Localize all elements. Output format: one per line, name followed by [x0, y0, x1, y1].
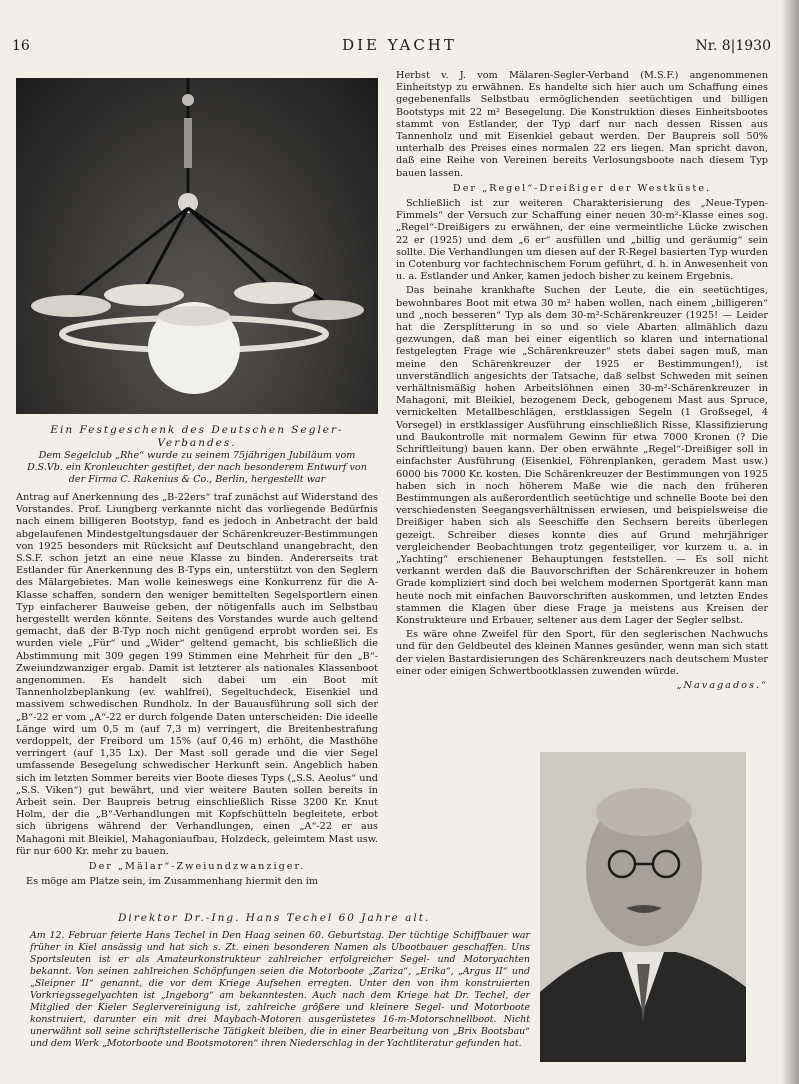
- left-paragraph-1: Antrag auf Anerkennung des „B-22ers“ traf zunächst auf Widerstand des Vorstandes. Prof. Liungberg verkannte nicht das vorliegende Bedürfnis nach einem billigeren Bootstyp, fand es jedoch in Anbetracht der bald abgelaufenen Mindestgeltungsdauer der Schärenkreuzer-Bestimmungen von 1925 besonders mit Rücksicht auf Deutschland unangebracht, den S.S.F. schon jetzt an eine neue Klasse zu binden. Andererseits trat Estlander für Anerkennung des B-Typs ein, unterstützt von den Seglern des Mälargebietes. Man wolle keineswegs eine Konkurrenz für die A-Klasse schaffen, sondern den weniger bemittelten Segelsportlern einen Typ einfacherer Bauweise geben, der nötigenfalls auch im Selbstbau hergestellt werden könnte. Seitens des Vorstandes wurde auch geltend gemacht, daß der B-Typ noch nicht genügend erprobt worden sei. Es wurden viele „Für“ und „Wider“ geltend gemacht, bis schließlich die Abstimmung mit 309 gegen 199 Stimmen eine Mehrheit für den „B“-Zweiundzwanziger ergab. Damit ist letzterer als nationales Klassenboot angenommen. Es handelt sich dabei um ein Boot mit Tannenholzbeplankung (ev. wahlfrei), Segeltuchdeck, Eisenkiel und massivem schwedischen Rundholz. In der Bauausführung soll sich der „B“-22 er vom „A“-22 er durch folgende Daten unterscheiden: Die ideelle Länge wird um 0,5 m (auf 7,3 m) verringert, die Breitenbestrafung verdoppelt, der Freibord um 15% (auf 0,46 m) erhöht, die Masthöhe verringert (auf 1,35 Lx). Der Mast soll gerade und die vier Segel umfassende Besegelung schwedischer Herkunft sein. Angeblich haben sich im letzten Sommer bereits vier Boote dieses Typs („S.S. Aeolus“ und „S.S. Viken“) gut bewährt, und vier weitere Bauten sollen bereits in Arbeit sein. Der Baupreis betrug einschließlich Risse 3200 Kr. Knut Holm, der die „B“-Verhandlungen mit Kopfschütteln begleitete, erbot sich übrigens während der Verhandlungen, einen „A“-22 er aus Mahagoni mit Bleikiel, Mahagoniaufbau, Holzdeck, geleimtem Mast usw. für nur 600 Kr. mehr zu bauen.: [16, 492, 378, 857]
- right-subheading: Der „Regel“-Dreißiger der Westküste.: [452, 182, 712, 194]
- right-column-article: [396, 70, 768, 746]
- techel-article: [30, 930, 530, 1050]
- figure-caption-title: Ein Festgeschenk des Deutschen Segler-Verbandes.: [50, 424, 344, 449]
- issue-number: Nr. 8|1930: [695, 38, 771, 54]
- right-paragraph-2: Schließlich ist zur weiteren Charakterisierung des „Neue-Typen-Fimmels“ der Versuch zur Schaffung einer neuen 30-m²-Klasse eines sog. „Regel“-Dreißigers zu erwähnen, der eine vermeintliche Lücke zwischen 22 er (1925) und dem „6 er“ ausfüllen und „billig und geräumig“ sein sollte. Die Verhandlungen um diesen auf der R-Regel basierten Typ wurden in Cotenburg vor fachtechnischem Forum geführt, d. h. in Anwesenheit von u. a. Estlander und Anker, kamen jedoch bisher zu keinem Ergebnis.: [396, 198, 768, 283]
- techel-heading: Direktor Dr.-Ing. Hans Techel 60 Jahre alt.: [118, 912, 431, 924]
- left-subheading: Der „Mälar“-Zweiundzwanziger.: [88, 861, 306, 873]
- page-number: 16: [12, 38, 30, 54]
- magazine-title: DIE YACHT: [342, 36, 457, 54]
- right-paragraph-1: Herbst v. J. vom Mälaren-Segler-Verband (M.S.F.) angenommenen Einheitstyp zu erwähnen. Es handelte sich hier auch um Schaffung eines gegebenenfalls Selbstbau ermöglichenden seetüchtigen und billigen Bootstyps mit 22 m² Besegelung. Die Konstruktion dieses Einheitsbootes stammt von Estlander, der Typ darf nur nach dessen Rissen aus Tannenholz und mit Eisenkiel gebaut werden. Der Baupreis soll 50% unterhalb des Preises eines normalen 22 ers liegen. Man spricht davon, daß eine Reihe von Vereinen bereits Verlosungsboote nach diesem Typ bauen lassen.: [396, 70, 768, 179]
- portrait-photo: [540, 752, 746, 1062]
- right-paragraph-3: Das beinahe krankhafte Suchen der Leute, die ein seetüchtiges, bewohnbares Boot mit etwa 30 m² haben wollen, nach einem „billigeren“ und „noch besseren“ Typ als dem 30-m²-Schärenkreuzer (1925! — Leider hat die Zersplitterung in so und so viele Abarten allmählich dazu gezwungen, daß man bei einer eigentlich so klaren und international festgelegten Frage wie „Schärenkreuzer“ stets dabei sagen muß, man meine den Schärenkreuzer der 1925 er Bestimmungen!), ist unverständlich angesichts der Tatsache, daß selbst Schweden mit seinen verhältnismäßig hohen Arbeitslöhnen einen 30-m²-Schärenkreuzer in Mahagoni, mit Bleikiel, bezogenem Deck, gebogenem Mast aus Spruce, vernickelten Metallbeschlägen, erstklassigen Segeln (1 Großsegel, 4 Vorsegel) in erstklassiger Ausführung einschließlich Risse, Klassifizierung und Baukontrolle mit normalem Gewinn für etwa 7000 Kronen (? Die Schriftleitung) bauen kann. Der oben erwähnte „Regel“-Dreißiger soll in einfachster Ausführung (Eisenkiel, Föhrenplanken, geradem Mast usw.) 6000 bis 7000 Kr. kosten. Die Schärenkreuzer der Bestimmungen von 1925 haben sich in noch höherem Maße wie die nach den früheren Bestimmungen als außerordentlich seetüchtige und schnelle Boote bei den verschiedensten Seegangsverhältnissen erwiesen, und beispielsweise die Dreißiger haben sich als Seeschiffe den Sechsern bereits überlegen gezeigt. Schreiber dieses konnte dies auf Grund mehrjähriger vergleichender Beobachtungen trotz gegenteiliger, vor kurzem u. a. in „Yachting“ erschienener Behauptungen feststellen. — Es soll nicht verkannt werden daß die Bauvorschriften der Schärenkreuzer in hohem Grade kompliziert sind doch bei welchem modernen Sportgerät kann man heute noch mit einfachen Bauvorschriften auskommen, und letzten Endes stammen die Klagen über diese Frage ja meistens aus Kreisen der Konstrukteure und Erbauer, seltener aus dem Lager der Segler selbst.: [396, 285, 768, 626]
- article-signature: „Navagados.“: [676, 679, 768, 691]
- chandelier-photo: [16, 78, 378, 414]
- techel-paragraph: Am 12. Februar feierte Hans Techel in Den Haag seinen 60. Geburtstag. Der tüchtige Schiffbauer war früher in Kiel ansässig und hat sich s. Zt. einen besonderen Namen als Ubootbauer geschaffen. Uns Sportsleuten ist er als Amateurkonstrukteur zahlreicher erfolgreicher Segel- und Motoryachten bekannt. Von seinen zahlreichen Schöpfungen seien die Motorboote „Zariza“, „Erika“, „Argus II“ und „Sleipner II“ genannt, die vor dem Kriege Aufsehen erregten. Unter den von ihm konstruierten Vorkriegssegelyachten ist „Ingeborg“ am bekanntesten. Auch nach dem Kriege hat Dr. Techel, der Mitglied der Kieler Seglervereinigung ist, zahlreiche größere und kleinere Segel- und Motorboote konstruiert, darunter ein mit drei Maybach-Motoren ausgerüstetes 16-m-Motorschnellboot. Nicht unerwähnt soll seine schriftstellerische Tätigkeit bleiben, die in einer Bearbeitung von „Brix Bootsbau“ und dem Werk „Motorboote und Bootsmotoren“ ihren Niederschlag in der Yachtliteratur gefunden hat.: [30, 930, 530, 1049]
- page-edge-shadow: [781, 0, 799, 1084]
- right-paragraph-4: Es wäre ohne Zweifel für den Sport, für den seglerischen Nachwuchs und für den Geldbeutel des kleinen Mannes gesünder, wenn man sich statt der vielen Bastardisierungen des Schärenkreuzers nach deutschem Muster einer oder einigen Schwertbootklassen zuwenden würde.: [396, 629, 768, 677]
- page-header: [0, 30, 799, 60]
- left-paragraph-2: Es möge am Platze sein, im Zusammenhang hiermit den im: [26, 876, 319, 888]
- left-column-article: [16, 492, 378, 900]
- figure-caption-text: Dem Segelclub „Rhe“ wurde zu seinem 75jährigen Jubiläum vom D.S.Vb. ein Kronleuchter gestiftet, der nach besonderem Entwurf von der Firma C. Rakenius & Co., Berlin, hergestellt war: [27, 450, 367, 485]
